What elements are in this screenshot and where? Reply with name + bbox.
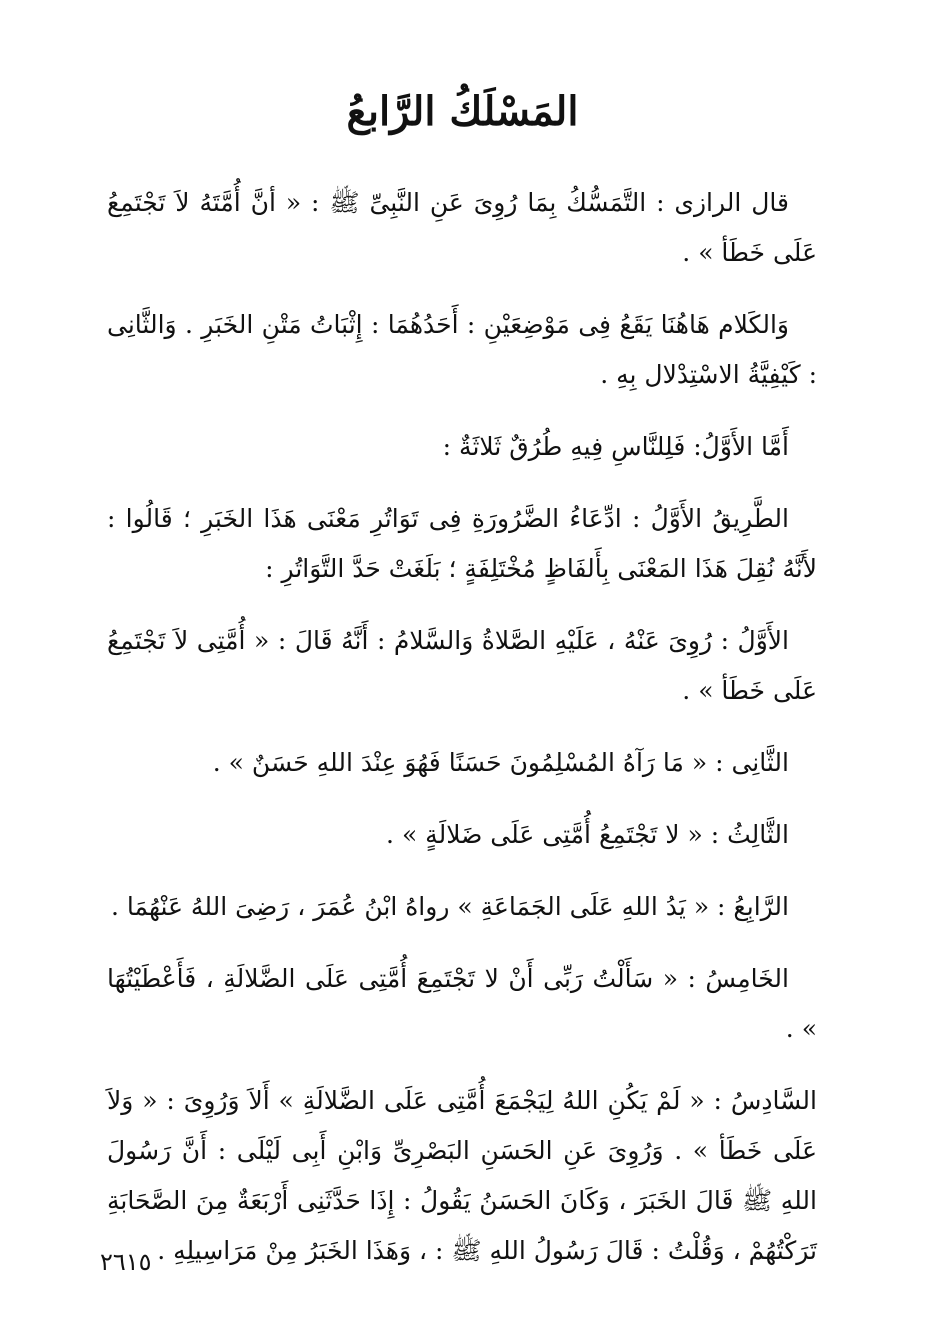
paragraph-first-method: أَمَّا الأَوَّلُ: فَلِلنَّاسِ فِيهِ طُرُقٌ ثَلاثَةٌ : bbox=[442, 432, 789, 461]
text-body bbox=[107, 178, 817, 1298]
list-item-fourth: الرَّابِعُ : « يَدُ اللهِ عَلَى الجَمَاعَةِ » رواهُ ابْنُ عُمَرَ ، رَضِىَ اللهُ عَنْهُمَا . bbox=[111, 892, 789, 921]
list-item-second: الثَّانِى : « مَا رَآهُ المُسْلِمُونَ حَسَنًا فَهُوَ عِنْدَ اللهِ حَسَنٌ » . bbox=[212, 748, 789, 777]
paragraph-two-places: وَالكَلام هَاهُنَا يَقَعُ فِى مَوْضِعَيْنِ : أَحَدُهُمَا : إِثْبَاتُ مَتْنِ الخَبَرِ . وَالثَّانِى : كَيْفِيَّةُ الاسْتِدْلال بِهِ . bbox=[107, 310, 817, 389]
paragraph-first-narration: الأَوَّلُ : رُوِىَ عَنْهُ ، عَلَيْهِ الصَّلاةُ وَالسَّلامُ : أَنَّهُ قَالَ : « أُمَّتِى لاَ تَجْتَمِعُ عَلَى خَطَأ » . bbox=[107, 626, 817, 705]
list-item-fifth: الخَامِسُ : « سَأَلْتُ رَبِّى أَنْ لا تَجْتَمِعَ أُمَّتِى عَلَى الضَّلالَةِ ، فَأَعْطَيْتُهَا » . bbox=[107, 964, 817, 1043]
paragraph-first-path: الطَّرِيقُ الأَوَّلُ : ادِّعَاءُ الضَّرُورَةِ فِى تَوَاتُرِ مَعْنَى هَذَا الخَبَرِ ؛ قَالُوا : لأَنَّهُ نُقِلَ هَذَا المَعْنَى بِأَلفَاظٍ مُخْتَلِفَةٍ ؛ بَلَغَتْ حَدَّ التَّوَاتُرِ : bbox=[107, 504, 817, 583]
section-title: المَسْلَكُ الرَّابعُ bbox=[346, 88, 579, 135]
paragraph-sixth: السَّادِسُ : « لَمْ يَكُنِ اللهُ لِيَجْمَعَ أُمَّتِى عَلَى الضَّلالَةِ » أَلاَ وَرُوِىَ : « وَلاَ عَلَى خَطَأ » . وَرُوِىَ عَنِ الحَسَنِ البَصْرِىِّ وَابْنِ أَبِى لَيْلَى : أَنَّ رَسُولَ اللهِ ﷺ قَالَ الخَبَرَ ، وَكَانَ الحَسَنُ يَقُولُ : إِذَا حَدَّثَنِى أَرْبَعَةٌ مِنَ الصَّحَابَةِ تَرَكْتُهُمْ ، وَقُلْتُ : قَالَ رَسُولُ اللهِ ﷺ : ، وَهَذَا الخَبَرُ مِنْ مَرَاسِيلِهِ . bbox=[107, 1086, 817, 1265]
paragraph-razi-quote: قال الرازى : التَّمَسُّكُ بِمَا رُوِىَ عَنِ النَّبِىِّ ﷺ : « أنَّ أُمَّتَهُ لاَ تَجْتَمِعُ عَلَى خَطَأ » . bbox=[107, 188, 817, 267]
page-number: ٢٦١٥ bbox=[100, 1248, 152, 1276]
list-item-third: الثَّالِثُ : « لا تَجْتَمِعُ أُمَّتِى عَلَى ضَلالَةٍ » . bbox=[386, 820, 789, 849]
